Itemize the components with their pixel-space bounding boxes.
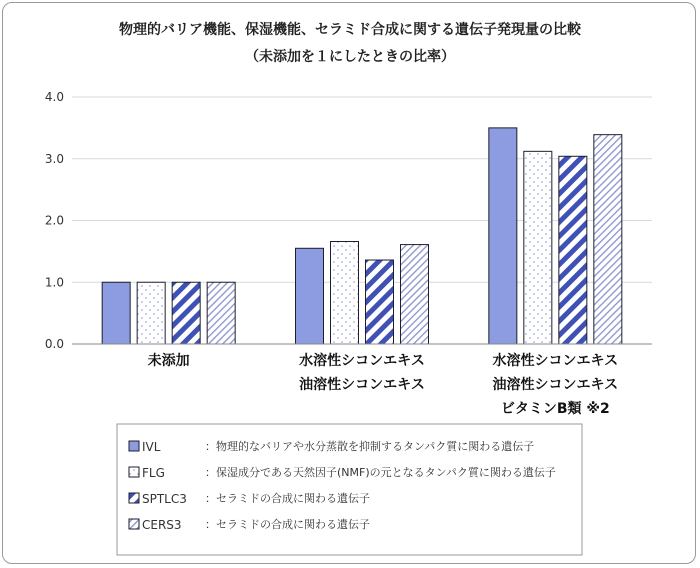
category-label: 油溶性シコンエキス <box>299 377 425 393</box>
bar-cers3 <box>401 245 429 344</box>
bar-sptlc3 <box>172 282 200 344</box>
bar-flg <box>524 151 552 344</box>
bars <box>102 128 622 344</box>
category-label: ビタミンB類 ※2 <box>500 401 610 417</box>
legend-label: IVL <box>142 440 161 454</box>
category-label: 油溶性シコンエキス <box>492 377 619 393</box>
y-tick-label: 3.0 <box>44 151 64 166</box>
legend-label: FLG <box>142 466 165 480</box>
bar-ivl <box>102 282 130 344</box>
legend-swatch-flg <box>129 467 139 477</box>
bar-cers3 <box>594 135 622 344</box>
legend-label: SPTLC3 <box>142 492 187 506</box>
bar-sptlc3 <box>559 156 587 344</box>
category-label: 未添加 <box>147 353 190 369</box>
bar-flg <box>331 241 359 344</box>
legend-swatch-cers3 <box>129 519 139 529</box>
chart-subtitle: （未添加を１にしたときの比率） <box>245 49 455 65</box>
legend-label: CERS3 <box>142 518 182 532</box>
legend-description: ：物理的なバリアや水分蒸散を抑制するタンパク質に関わる遺伝子 <box>205 440 535 453</box>
category-label: 水溶性シコンエキス <box>299 353 425 369</box>
bar-ivl <box>296 248 324 344</box>
y-tick-label: 1.0 <box>44 275 64 290</box>
legend-description: ：セラミドの合成に関わる遺伝子 <box>205 518 370 531</box>
legend <box>117 424 582 555</box>
category-label: 水溶性シコンエキス <box>492 353 619 369</box>
bar-ivl <box>489 128 517 344</box>
y-tick-label: 2.0 <box>44 213 64 228</box>
y-tick-label: 0.0 <box>44 337 64 351</box>
bar-sptlc3 <box>366 260 394 344</box>
legend-description: ：保湿成分である天然因子(NMF)の元となるタンパク質に関わる遺伝子 <box>205 466 556 479</box>
bar-flg <box>137 282 165 344</box>
legend-description: ：セラミドの合成に関わる遺伝子 <box>205 492 370 505</box>
bar-cers3 <box>207 282 235 344</box>
y-axis-ticks <box>45 90 64 351</box>
category-labels <box>148 352 619 417</box>
y-tick-label: 4.0 <box>44 90 64 104</box>
legend-swatch-ivl <box>129 441 139 451</box>
legend-swatch-sptlc3 <box>129 493 139 503</box>
chart-title: 物理的バリア機能、保湿機能、セラミド合成に関する遺伝子発現量の比較 <box>119 22 581 38</box>
